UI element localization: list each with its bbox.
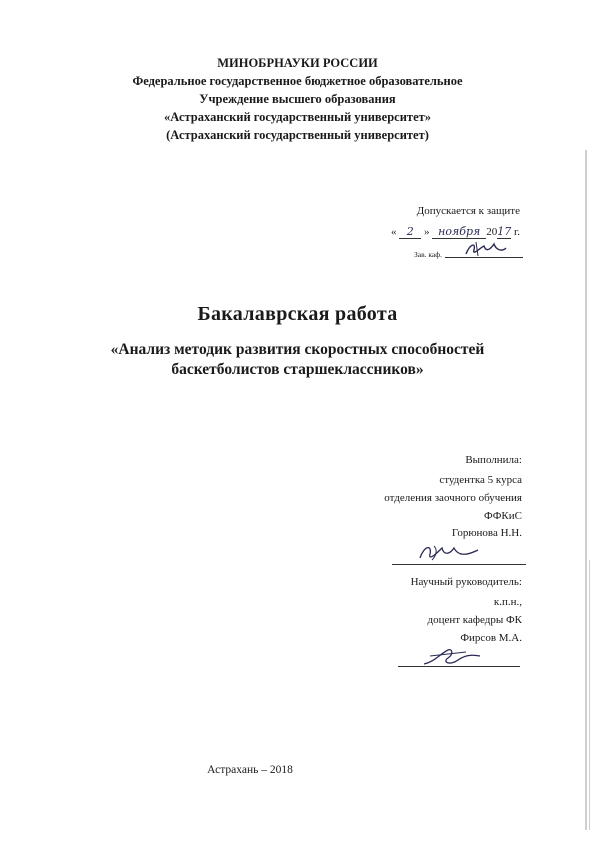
supervisor-name: Фирсов М.А. — [460, 632, 522, 644]
head-signature-image — [462, 238, 510, 260]
scan-edge-right — [585, 150, 587, 830]
date-close-quote: » — [423, 226, 430, 238]
date-unit: г. — [513, 226, 520, 238]
thesis-topic-line2: баскетболистов старшеклассников» — [171, 361, 424, 378]
supervisor-position: доцент кафедры ФК — [427, 614, 522, 626]
author-course: студентка 5 курса — [439, 474, 522, 486]
author-name: Горюнова Н.Н. — [451, 527, 522, 539]
scan-edge-right-lower — [589, 560, 590, 830]
supervisor-signature-image — [420, 644, 490, 672]
date-day: 2 — [399, 225, 421, 239]
author-faculty: ФФКиС — [484, 510, 522, 522]
city-year: Астрахань – 2018 — [207, 764, 293, 776]
author-label: Выполнила: — [465, 454, 522, 466]
university-short-name: (Астраханский государственный университет) — [166, 128, 429, 142]
supervisor-label: Научный руководитель: — [410, 576, 522, 588]
date-month: ноября — [432, 225, 486, 239]
supervisor-degree: к.п.н., — [493, 596, 522, 608]
date-year-suffix: 17 — [497, 225, 512, 238]
date-year-prefix: 20 — [486, 226, 498, 238]
date-open-quote: « — [390, 226, 397, 238]
university-name: «Астраханский государственный университет» — [163, 110, 432, 124]
institution-level: Учреждение высшего образования — [199, 92, 396, 106]
ministry-name: МИНОБРНАУКИ РОССИИ — [217, 56, 378, 70]
admission-date — [330, 225, 520, 239]
thesis-topic-line1: «Анализ методик развития скоростных способностей — [110, 341, 485, 358]
head-of-department-label: Зав. каф. — [414, 250, 442, 259]
admission-label: Допускается к защите — [416, 205, 520, 217]
work-kind-title: Бакалаврская работа — [197, 303, 398, 325]
author-signature-image — [414, 540, 484, 566]
author-department: отделения заочного обучения — [384, 492, 522, 504]
institution-type: Федеральное государственное бюджетное образовательное — [132, 74, 463, 88]
